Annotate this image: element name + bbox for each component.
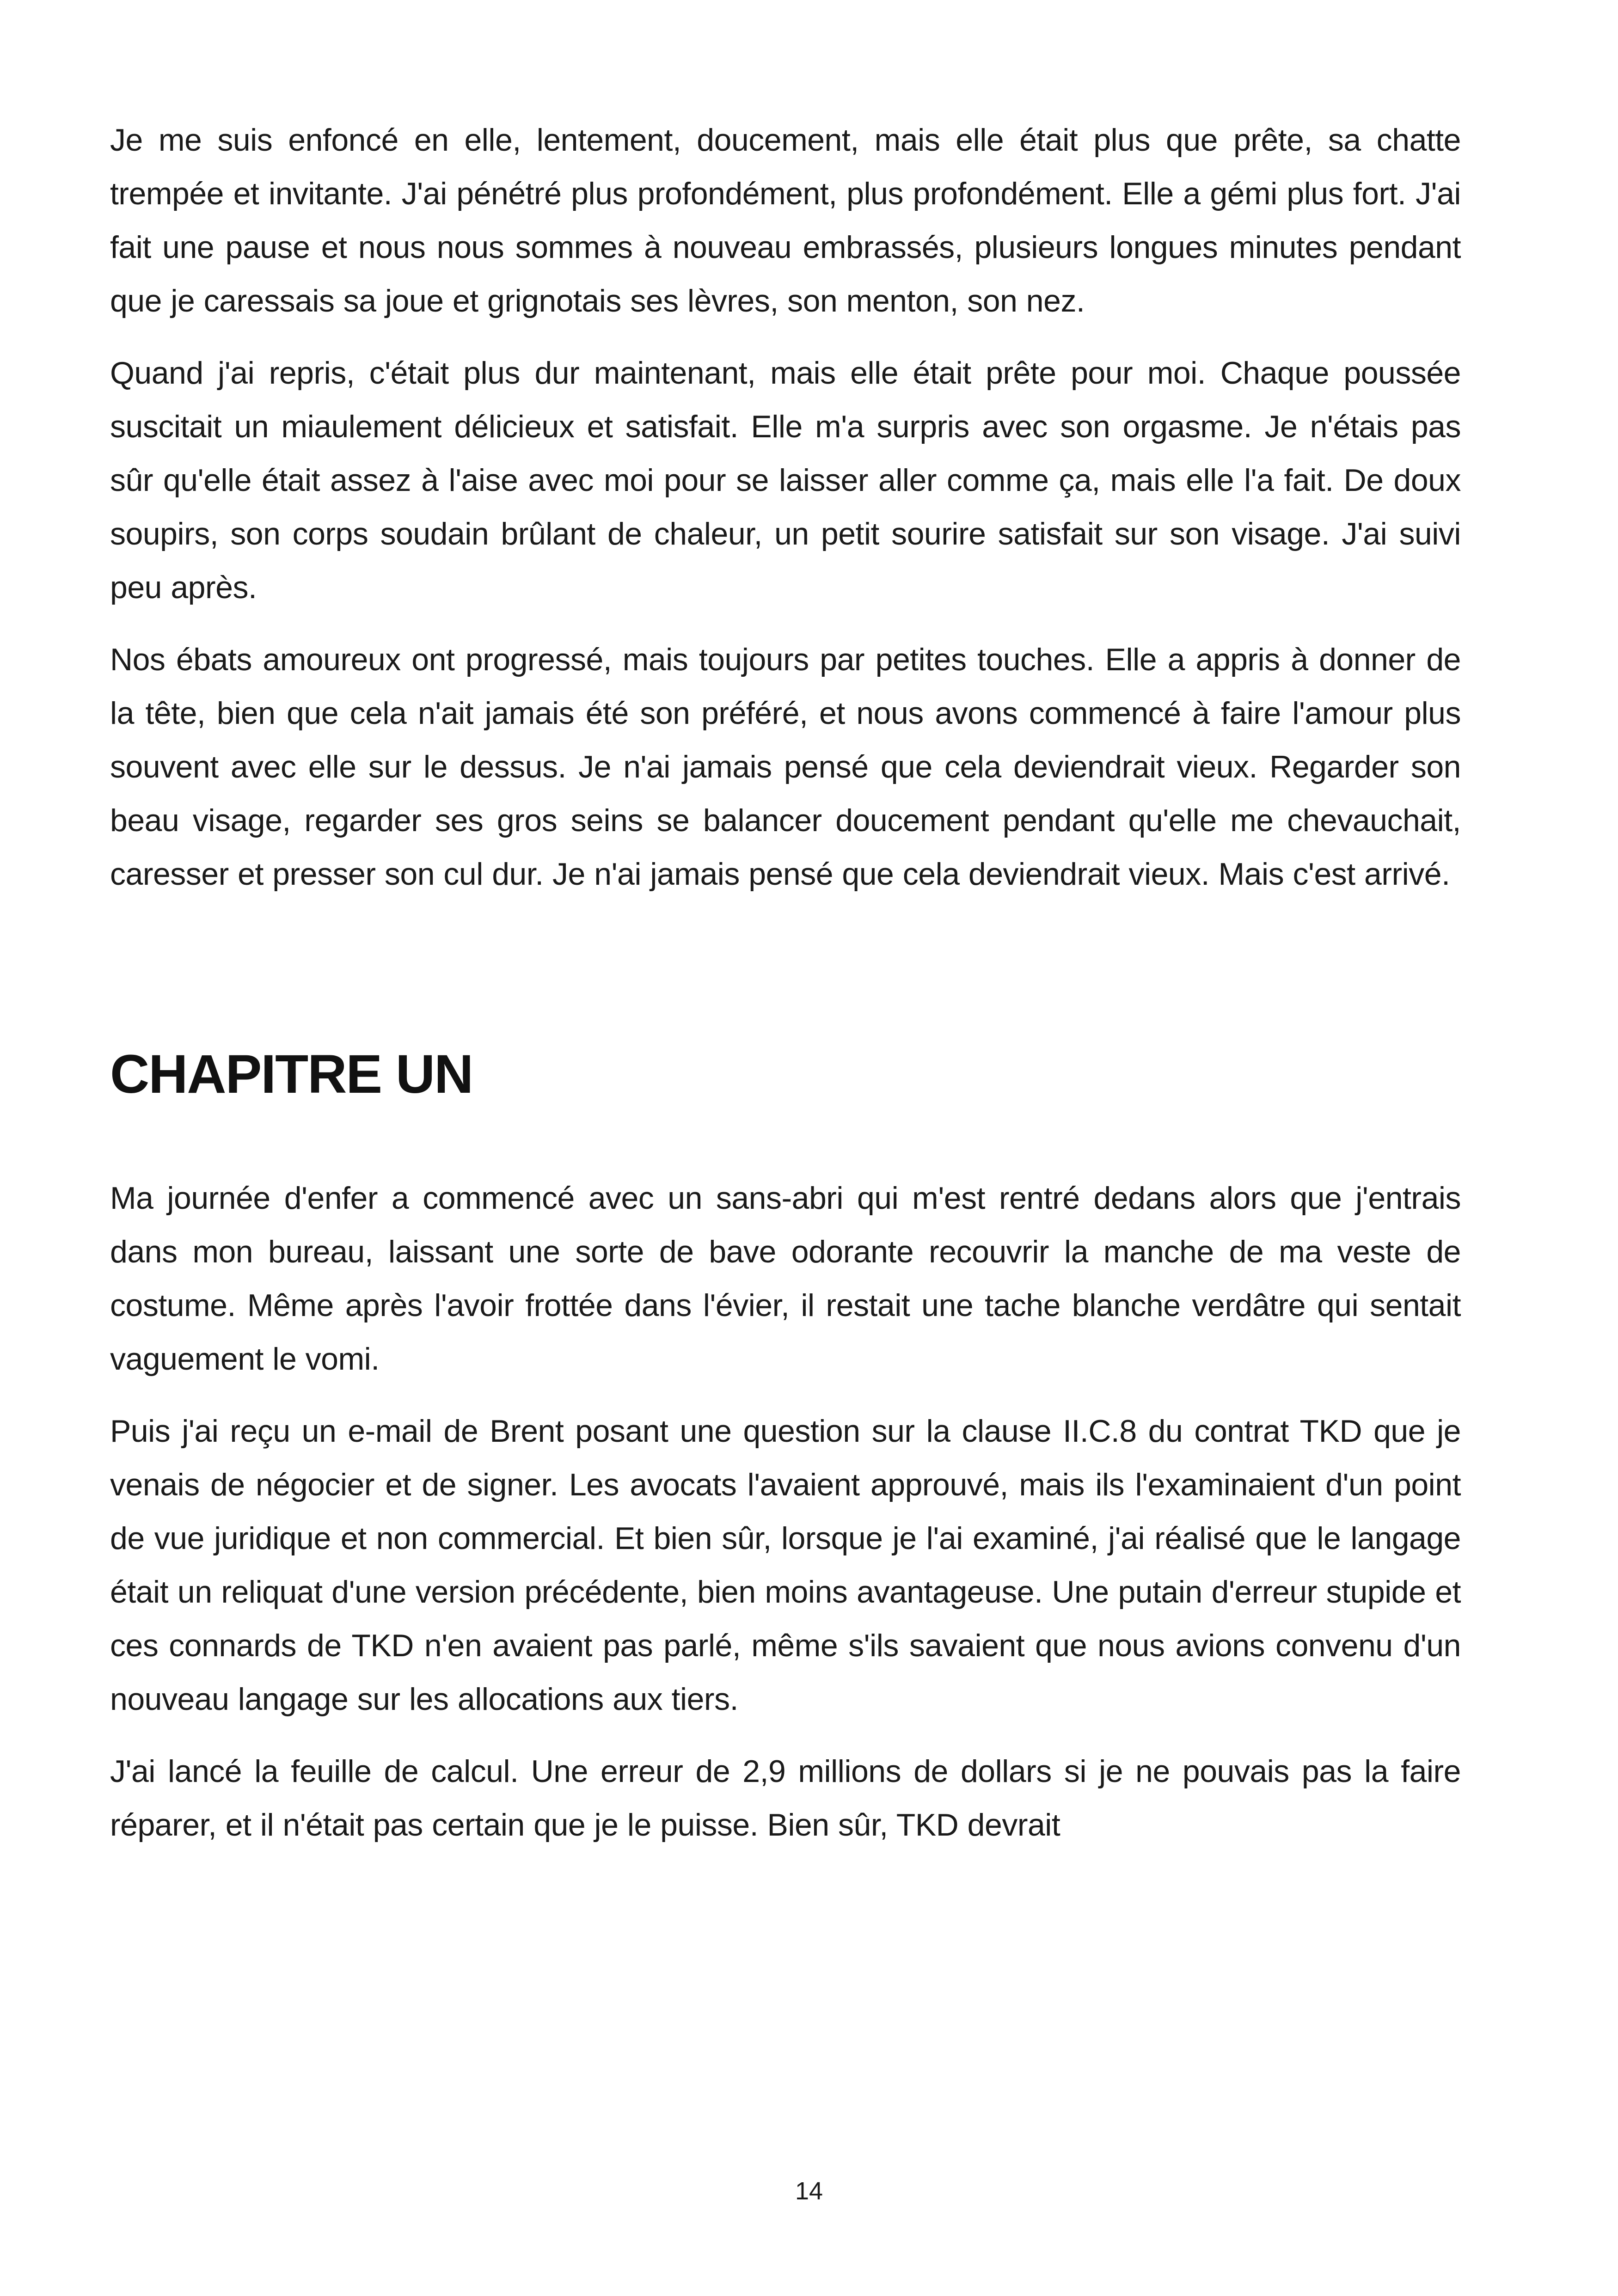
paragraph: Quand j'ai repris, c'était plus dur maintenant, mais elle était prête pour moi. Chaque poussée suscitait un miaulement délicieux et satisfait. Elle m'a surpris avec son orgasme. Je n'étais pas sûr qu'elle était assez à l'aise avec moi pour se laisser aller comme ça, mais elle l'a fait. De doux soupirs, son corps soudain brûlant de chaleur, un petit sourire satisfait sur son visage. J'ai suivi peu après. <box>110 355 1461 605</box>
paragraph: Je me suis enfoncé en elle, lentement, doucement, mais elle était plus que prête, sa chatte trempée et invitante. J'ai pénétré plus profondément, plus profondément. Elle a gémi plus fort. J'ai fait une pause et nous nous sommes à nouveau embrassés, plusieurs longues minutes pendant que je caressais sa joue et grignotais ses lèvres, son menton, son nez. <box>110 122 1461 318</box>
paragraph: Puis j'ai reçu un e-mail de Brent posant une question sur la clause II.C.8 du contrat TKD que je venais de négocier et de signer. Les avocats l'avaient approuvé, mais ils l'examinaient d'un point de vue juridique et non commercial. Et bien sûr, lorsque je l'ai examiné, j'ai réalisé que le langage était un reliquat d'une version précédente, bien moins avantageuse. Une putain d'erreur stupide et ces connards de TKD n'en avaient pas parlé, même s'ils savaient que nous avions convenu d'un nouveau langage sur les allocations aux tiers. <box>110 1414 1461 1717</box>
page-content <box>110 113 1461 1852</box>
paragraph: Ma journée d'enfer a commencé avec un sans-abri qui m'est rentré dedans alors que j'entrais dans mon bureau, laissant une sorte de bave odorante recouvrir la manche de ma veste de costume. Même après l'avoir frottée dans l'évier, il restait une tache blanche verdâtre qui sentait vaguement le vomi. <box>110 1181 1461 1377</box>
paragraph: J'ai lancé la feuille de calcul. Une erreur de 2,9 millions de dollars si je ne pouvais pas la faire réparer, et il n'était pas certain que je le puisse. Bien sûr, TKD devrait <box>110 1754 1461 1843</box>
paragraph: Nos ébats amoureux ont progressé, mais toujours par petites touches. Elle a appris à donner de la tête, bien que cela n'ait jamais été son préféré, et nous avons commencé à faire l'amour plus souvent avec elle sur le dessus. Je n'ai jamais pensé que cela deviendrait vieux. Regarder son beau visage, regarder ses gros seins se balancer doucement pendant qu'elle me chevauchait, caresser et presser son cul dur. Je n'ai jamais pensé que cela deviendrait vieux. Mais c'est arrivé. <box>110 642 1461 892</box>
chapter-title: CHAPITRE UN <box>110 1044 473 1105</box>
page-number: 14 <box>795 2177 823 2205</box>
